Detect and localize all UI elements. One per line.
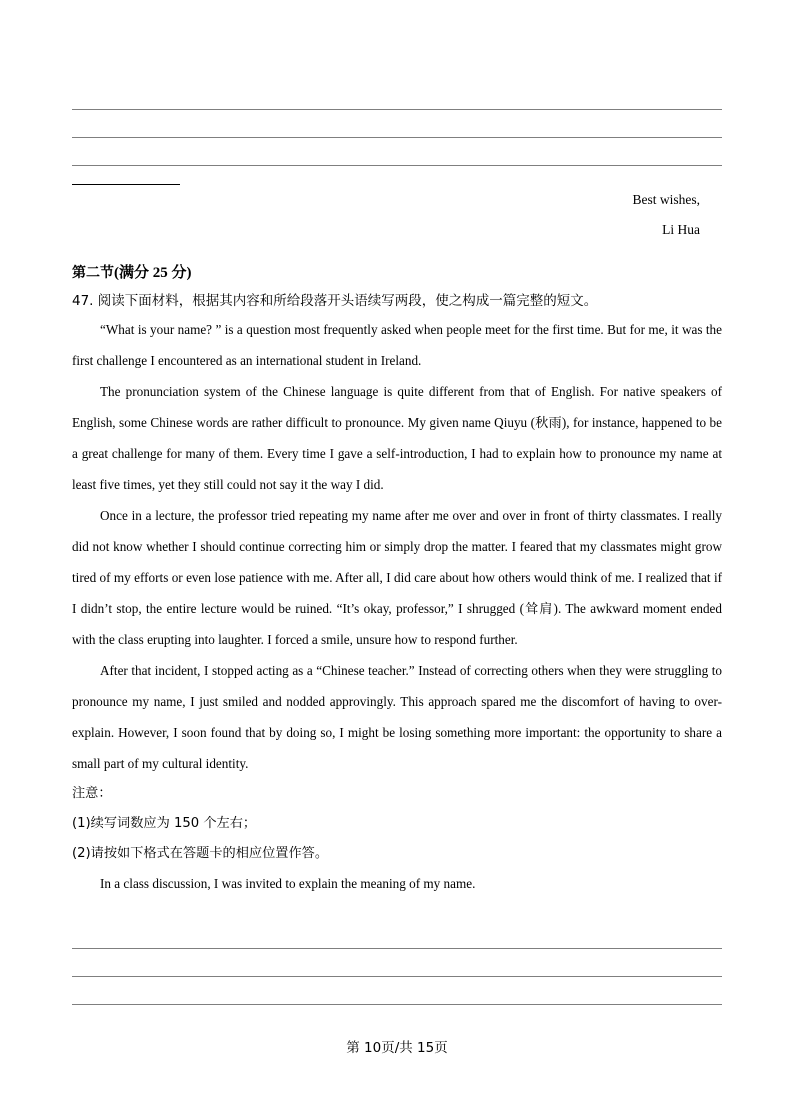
section-heading-cn: 第二节 — [72, 265, 114, 281]
question-prompt: 47. 阅读下面材料，根据其内容和所给段落开头语续写两段，使之构成一篇完整的短文。 — [72, 293, 598, 309]
page-footer: 第 10页/共 15页 — [346, 1040, 448, 1056]
continuation-start-sentence: In a class discussion, I was invited to explain the meaning of my name. — [100, 876, 476, 891]
answer-line[interactable] — [72, 921, 722, 949]
answer-lines-bottom — [72, 921, 722, 1005]
notes-item-2: (2)请按如下格式在答题卡的相应位置作答。 — [72, 846, 329, 861]
answer-line[interactable] — [72, 977, 722, 1005]
passage-paragraph-3: Once in a lecture, the professor tried repeating my name after me over and over in front of thirty classmates. I really did not know whether I should continue correcting him or simply drop the matter. I feared that my classmates might grow tired of my efforts or even lose patience with me. After all, I did care about how others would think of me. I realized that if I didn’t stop, the entire lecture would be ruined. “It’s okay, professor,” I shrugged (耸肩). The awkward moment ended with the class erupting into laughter. I forced a smile, unsure how to respond further. — [72, 508, 722, 647]
notes-item-1: (1)续写词数应为 150 个左右； — [72, 816, 257, 831]
top-spacer — [72, 0, 722, 82]
answer-line[interactable] — [72, 110, 722, 138]
answer-line[interactable] — [72, 82, 722, 110]
section-heading-score: (满分 25 分) — [114, 265, 192, 281]
answer-line[interactable] — [72, 949, 722, 977]
passage-paragraph-4: After that incident, I stopped acting as a “Chinese teacher.” Instead of correcting others when they were struggling to pronounce my name, I just smiled and nodded approvingly. This approach spared me the discomfort of having to over-explain. However, I soon found that by doing so, I might be losing something more important: the opportunity to share a small part of my cultural identity. — [72, 663, 722, 771]
letter-closing — [72, 185, 722, 245]
notes-title: 注意： — [72, 786, 112, 801]
answer-lines-top — [72, 82, 722, 166]
best-wishes-text: Best wishes, — [632, 192, 700, 207]
signature-text: Li Hua — [662, 222, 700, 237]
passage-paragraph-1: “What is your name? ” is a question most frequently asked when people meet for the first time. But for me, it was the first challenge I encountered as an international student in Ireland. — [72, 322, 722, 368]
passage-paragraph-2: The pronunciation system of the Chinese language is quite different from that of English. For native speakers of English, some Chinese words are rather difficult to pronounce. My given name Qiuyu (秋雨), for instance, happened to be a great challenge for many of them. Every time I gave a self-introduction, I had to explain how to pronounce my name at least five times, yet they still could not say it the way I did. — [72, 384, 722, 492]
answer-line[interactable] — [72, 138, 722, 166]
section-heading — [72, 261, 722, 282]
